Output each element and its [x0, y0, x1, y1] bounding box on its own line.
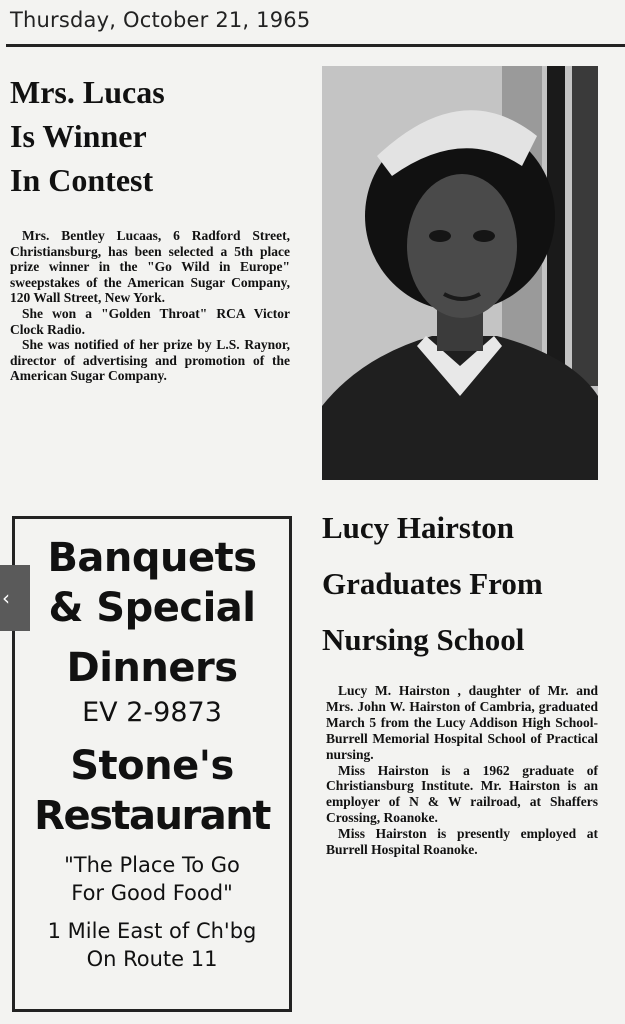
- ad-line-dinners: Dinners: [66, 645, 238, 691]
- header-rule: [6, 44, 625, 47]
- headline-line: Graduates From: [322, 566, 543, 601]
- ad-line-special: & Special: [48, 585, 256, 631]
- headline-line: Nursing School: [322, 622, 525, 657]
- ad-tagline: "The Place To Go: [64, 853, 240, 877]
- portrait-photo: [322, 66, 598, 480]
- headline-line: Is Winner: [10, 118, 147, 154]
- ad-line-banquets: Banquets: [47, 535, 257, 581]
- chevron-left-icon: ‹: [2, 586, 10, 610]
- ad-location: On Route 11: [86, 947, 218, 971]
- ad-tagline: For Good Food": [71, 881, 233, 905]
- article-paragraph: She won a "Golden Throat" RCA Victor Clock Radio.: [10, 305, 290, 337]
- restaurant-ad: [12, 516, 292, 1012]
- portrait-illustration: [322, 66, 598, 480]
- article-lucas: [10, 228, 290, 384]
- article-hairston: [326, 683, 598, 858]
- ad-name-restaurant: Restaurant: [34, 793, 270, 839]
- ad-location: 1 Mile East of Ch'bg: [47, 919, 257, 943]
- headline-line: In Contest: [10, 162, 154, 198]
- headline-line: Lucy Hairston: [322, 510, 515, 545]
- ad-name-stones: Stone's: [70, 743, 234, 789]
- headline-line: Mrs. Lucas: [10, 74, 165, 110]
- ad-phone: EV 2-9873: [82, 697, 222, 728]
- dateline: Thursday, October 21, 1965: [10, 8, 311, 32]
- headline-hairston: [322, 500, 622, 668]
- article-paragraph: Lucy M. Hairston , daughter of Mr. and Mrs. John W. Hairston of Cambria, graduated March 5 from the Lucy Addison High School-Burrell Memorial Hospital School of Practical nursing.: [326, 683, 598, 762]
- article-paragraph: She was notified of her prize by L.S. Raynor, director of advertising and promotion of the American Sugar Company.: [10, 337, 290, 384]
- headline-lucas: [10, 70, 310, 202]
- article-paragraph: Miss Hairston is presently employed at Burrell Hospital Roanoke.: [326, 826, 598, 858]
- side-collapse-tab[interactable]: [0, 565, 30, 631]
- article-paragraph: Mrs. Bentley Lucaas, 6 Radford Street, Christiansburg, has been selected a 5th place prize winner in the "Go Wild in Europe" sweepstakes of the American Sugar Company, 120 Wall Street, New York.: [10, 228, 290, 306]
- article-paragraph: Miss Hairston is a 1962 graduate of Christiansburg Institute. Mr. Hairston is an employer of N & W railroad, at Shaffers Crossing, Roanoke.: [326, 762, 598, 826]
